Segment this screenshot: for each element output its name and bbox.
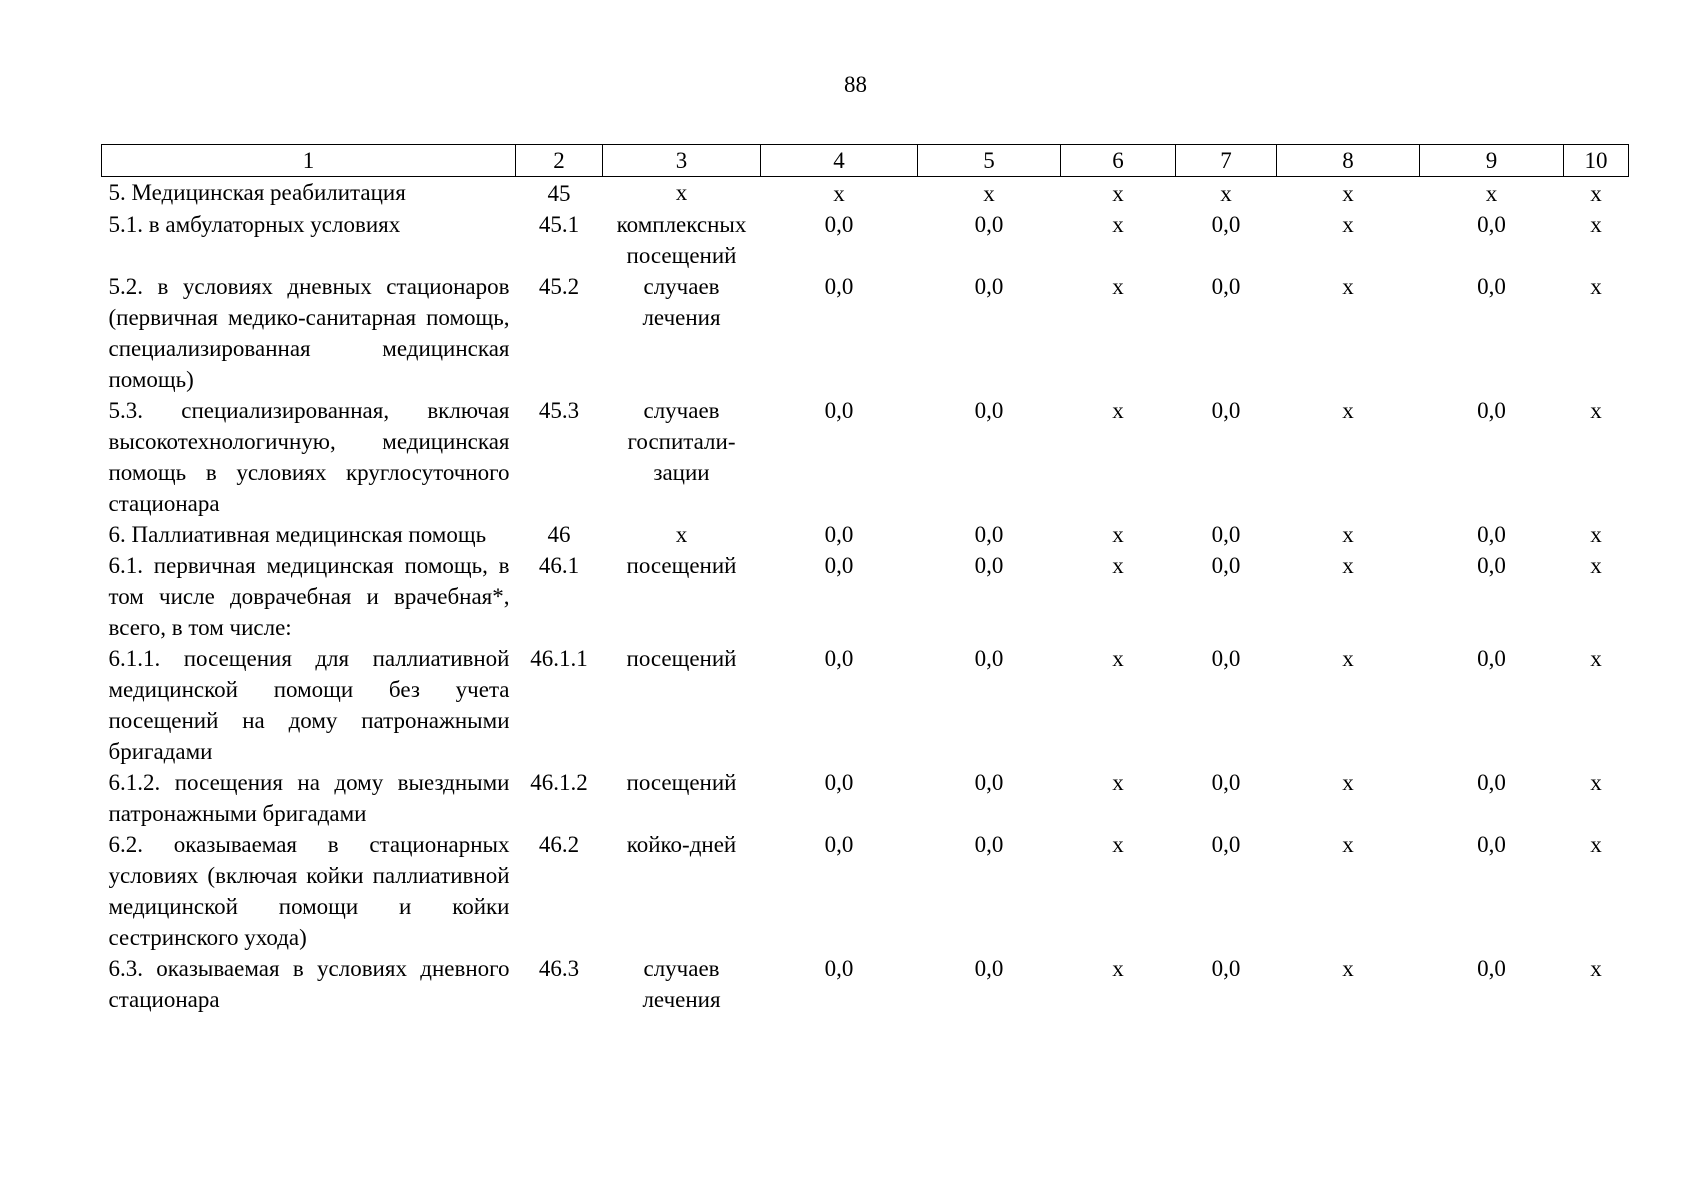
data-table [101,144,1629,1015]
col5-cell: 0,0 [974,770,1004,795]
col10-cell: х [1590,398,1602,423]
column-header-5: 5 [918,145,1061,177]
column-header-8: 8 [1277,145,1420,177]
row-name-cell: 6.1.1. посещения для паллиативной медицинской помощи без учета посещений на дому патронажными бригадами [108,646,510,764]
col10-cell: х [1590,181,1602,206]
column-header-9: 9 [1420,145,1564,177]
table-row [102,643,1629,767]
header-row [102,145,1629,177]
row-unit-cell: х [675,522,688,547]
table-row [102,767,1629,829]
col10-cell: х [1590,646,1602,671]
column-header-3: 3 [603,145,761,177]
col4-cell: 0,0 [824,398,854,423]
row-code-cell: 46.1.1 [530,646,588,671]
col7-cell: 0,0 [1211,274,1241,299]
col9-cell: 0,0 [1477,832,1506,857]
table-row [102,829,1629,953]
col7-cell: 0,0 [1211,212,1241,237]
col5-cell: 0,0 [974,274,1004,299]
row-unit-cell: посещений [626,770,737,795]
col7-cell: 0,0 [1211,553,1241,578]
table-row [102,271,1629,395]
col4-cell: 0,0 [824,646,854,671]
col6-cell: х [1112,646,1124,671]
col10-cell: х [1590,522,1602,547]
row-code-cell: 46.1.2 [530,770,588,795]
col8-cell: х [1342,398,1354,423]
col7-cell: х [1220,181,1232,206]
row-code-cell: 45.1 [538,212,580,237]
table-row [102,953,1629,1015]
row-code-cell: 46.2 [538,832,580,857]
col4-cell: 0,0 [824,522,854,547]
col10-cell: х [1590,956,1602,981]
col5-cell: 0,0 [974,956,1004,981]
row-unit-cell: х [675,180,688,205]
col5-cell: 0,0 [974,522,1004,547]
row-unit-cell: посещений [626,646,737,671]
col5-cell: 0,0 [974,832,1004,857]
col9-cell: 0,0 [1477,956,1506,981]
col6-cell: х [1112,553,1124,578]
col9-cell: 0,0 [1477,553,1506,578]
row-name-cell: 6. Паллиативная медицинская помощь [108,522,487,547]
row-code-cell: 46.1 [538,553,580,578]
row-unit-cell: посещений [626,553,737,578]
row-code-cell: 45 [547,181,571,206]
col5-cell: 0,0 [974,212,1004,237]
col7-cell: 0,0 [1211,522,1241,547]
column-header-2: 2 [516,145,603,177]
col9-cell: 0,0 [1477,522,1506,547]
col10-cell: х [1590,770,1602,795]
col9-cell: 0,0 [1477,212,1506,237]
col6-cell: х [1112,956,1124,981]
row-name-cell: 5.2. в условиях дневных стационаров (первичная медико-санитарная помощь, специализированная медицинская помощь) [108,274,510,392]
col10-cell: х [1590,832,1602,857]
row-code-cell: 45.3 [538,398,580,423]
col10-cell: х [1590,212,1602,237]
col9-cell: х [1485,181,1498,206]
column-header-10: 10 [1564,145,1629,177]
column-header-1: 1 [102,145,516,177]
col7-cell: 0,0 [1211,398,1241,423]
row-name-cell: 5.3. специализированная, включая высокотехнологичную, медицинская помощь в условиях круглосуточного стационара [108,398,510,516]
col4-cell: 0,0 [824,212,854,237]
row-unit-cell: койко-дней [626,832,737,857]
column-header-7: 7 [1176,145,1277,177]
row-unit-cell: случаев госпитализации [627,398,736,485]
table-row [102,177,1629,210]
col6-cell: х [1112,212,1124,237]
col8-cell: х [1342,181,1354,206]
col6-cell: х [1112,181,1124,206]
col8-cell: х [1342,553,1354,578]
col4-cell: 0,0 [824,956,854,981]
col8-cell: х [1342,274,1354,299]
col5-cell: х [983,181,995,206]
col9-cell: 0,0 [1477,398,1506,423]
column-header-6: 6 [1061,145,1176,177]
col10-cell: х [1590,553,1602,578]
row-code-cell: 46 [547,522,571,547]
table-row [102,209,1629,271]
row-name-cell: 6.3. оказываемая в условиях дневного стационара [108,956,510,1012]
col10-cell: х [1590,274,1602,299]
row-name-cell: 5. Медицинская реабилитация [108,180,406,205]
table-row [102,550,1629,643]
row-unit-cell: комплексных посещений [616,212,747,268]
col6-cell: х [1112,522,1124,547]
col7-cell: 0,0 [1211,832,1241,857]
col8-cell: х [1342,832,1354,857]
col9-cell: 0,0 [1477,646,1506,671]
col9-cell: 0,0 [1477,770,1506,795]
row-name-cell: 6.2. оказываемая в стационарных условиях (включая койки паллиативной медицинской помощи и койки сестринского ухода) [108,832,510,950]
col6-cell: х [1112,770,1124,795]
col8-cell: х [1342,212,1354,237]
col8-cell: х [1342,956,1354,981]
col8-cell: х [1342,522,1354,547]
col7-cell: 0,0 [1211,770,1241,795]
col7-cell: 0,0 [1211,956,1241,981]
col5-cell: 0,0 [974,398,1004,423]
col5-cell: 0,0 [974,646,1004,671]
col8-cell: х [1342,770,1354,795]
row-name-cell: 6.1. первичная медицинская помощь, в том числе доврачебная и врачебная*, всего, в том числе: [108,553,510,640]
row-name-cell: 6.1.2. посещения на дому выездными патронажными бригадами [108,770,510,826]
page-number: 88 [844,72,867,97]
column-header-4: 4 [761,145,918,177]
col8-cell: х [1342,646,1354,671]
row-code-cell: 45.2 [538,274,580,299]
col4-cell: х [833,181,845,206]
col6-cell: х [1112,832,1124,857]
row-name-cell: 5.1. в амбулаторных условиях [108,212,401,237]
table-row [102,395,1629,519]
col7-cell: 0,0 [1211,646,1241,671]
row-code-cell: 46.3 [538,956,580,981]
col4-cell: 0,0 [824,770,854,795]
col6-cell: х [1112,398,1124,423]
col4-cell: 0,0 [824,832,854,857]
col5-cell: 0,0 [974,553,1004,578]
col4-cell: 0,0 [824,274,854,299]
row-unit-cell: случаев лечения [642,274,721,330]
col6-cell: х [1112,274,1124,299]
table-body [102,177,1629,1016]
col4-cell: 0,0 [824,553,854,578]
row-unit-cell: случаев лечения [642,956,721,1012]
col9-cell: 0,0 [1477,274,1506,299]
table-row [102,519,1629,550]
